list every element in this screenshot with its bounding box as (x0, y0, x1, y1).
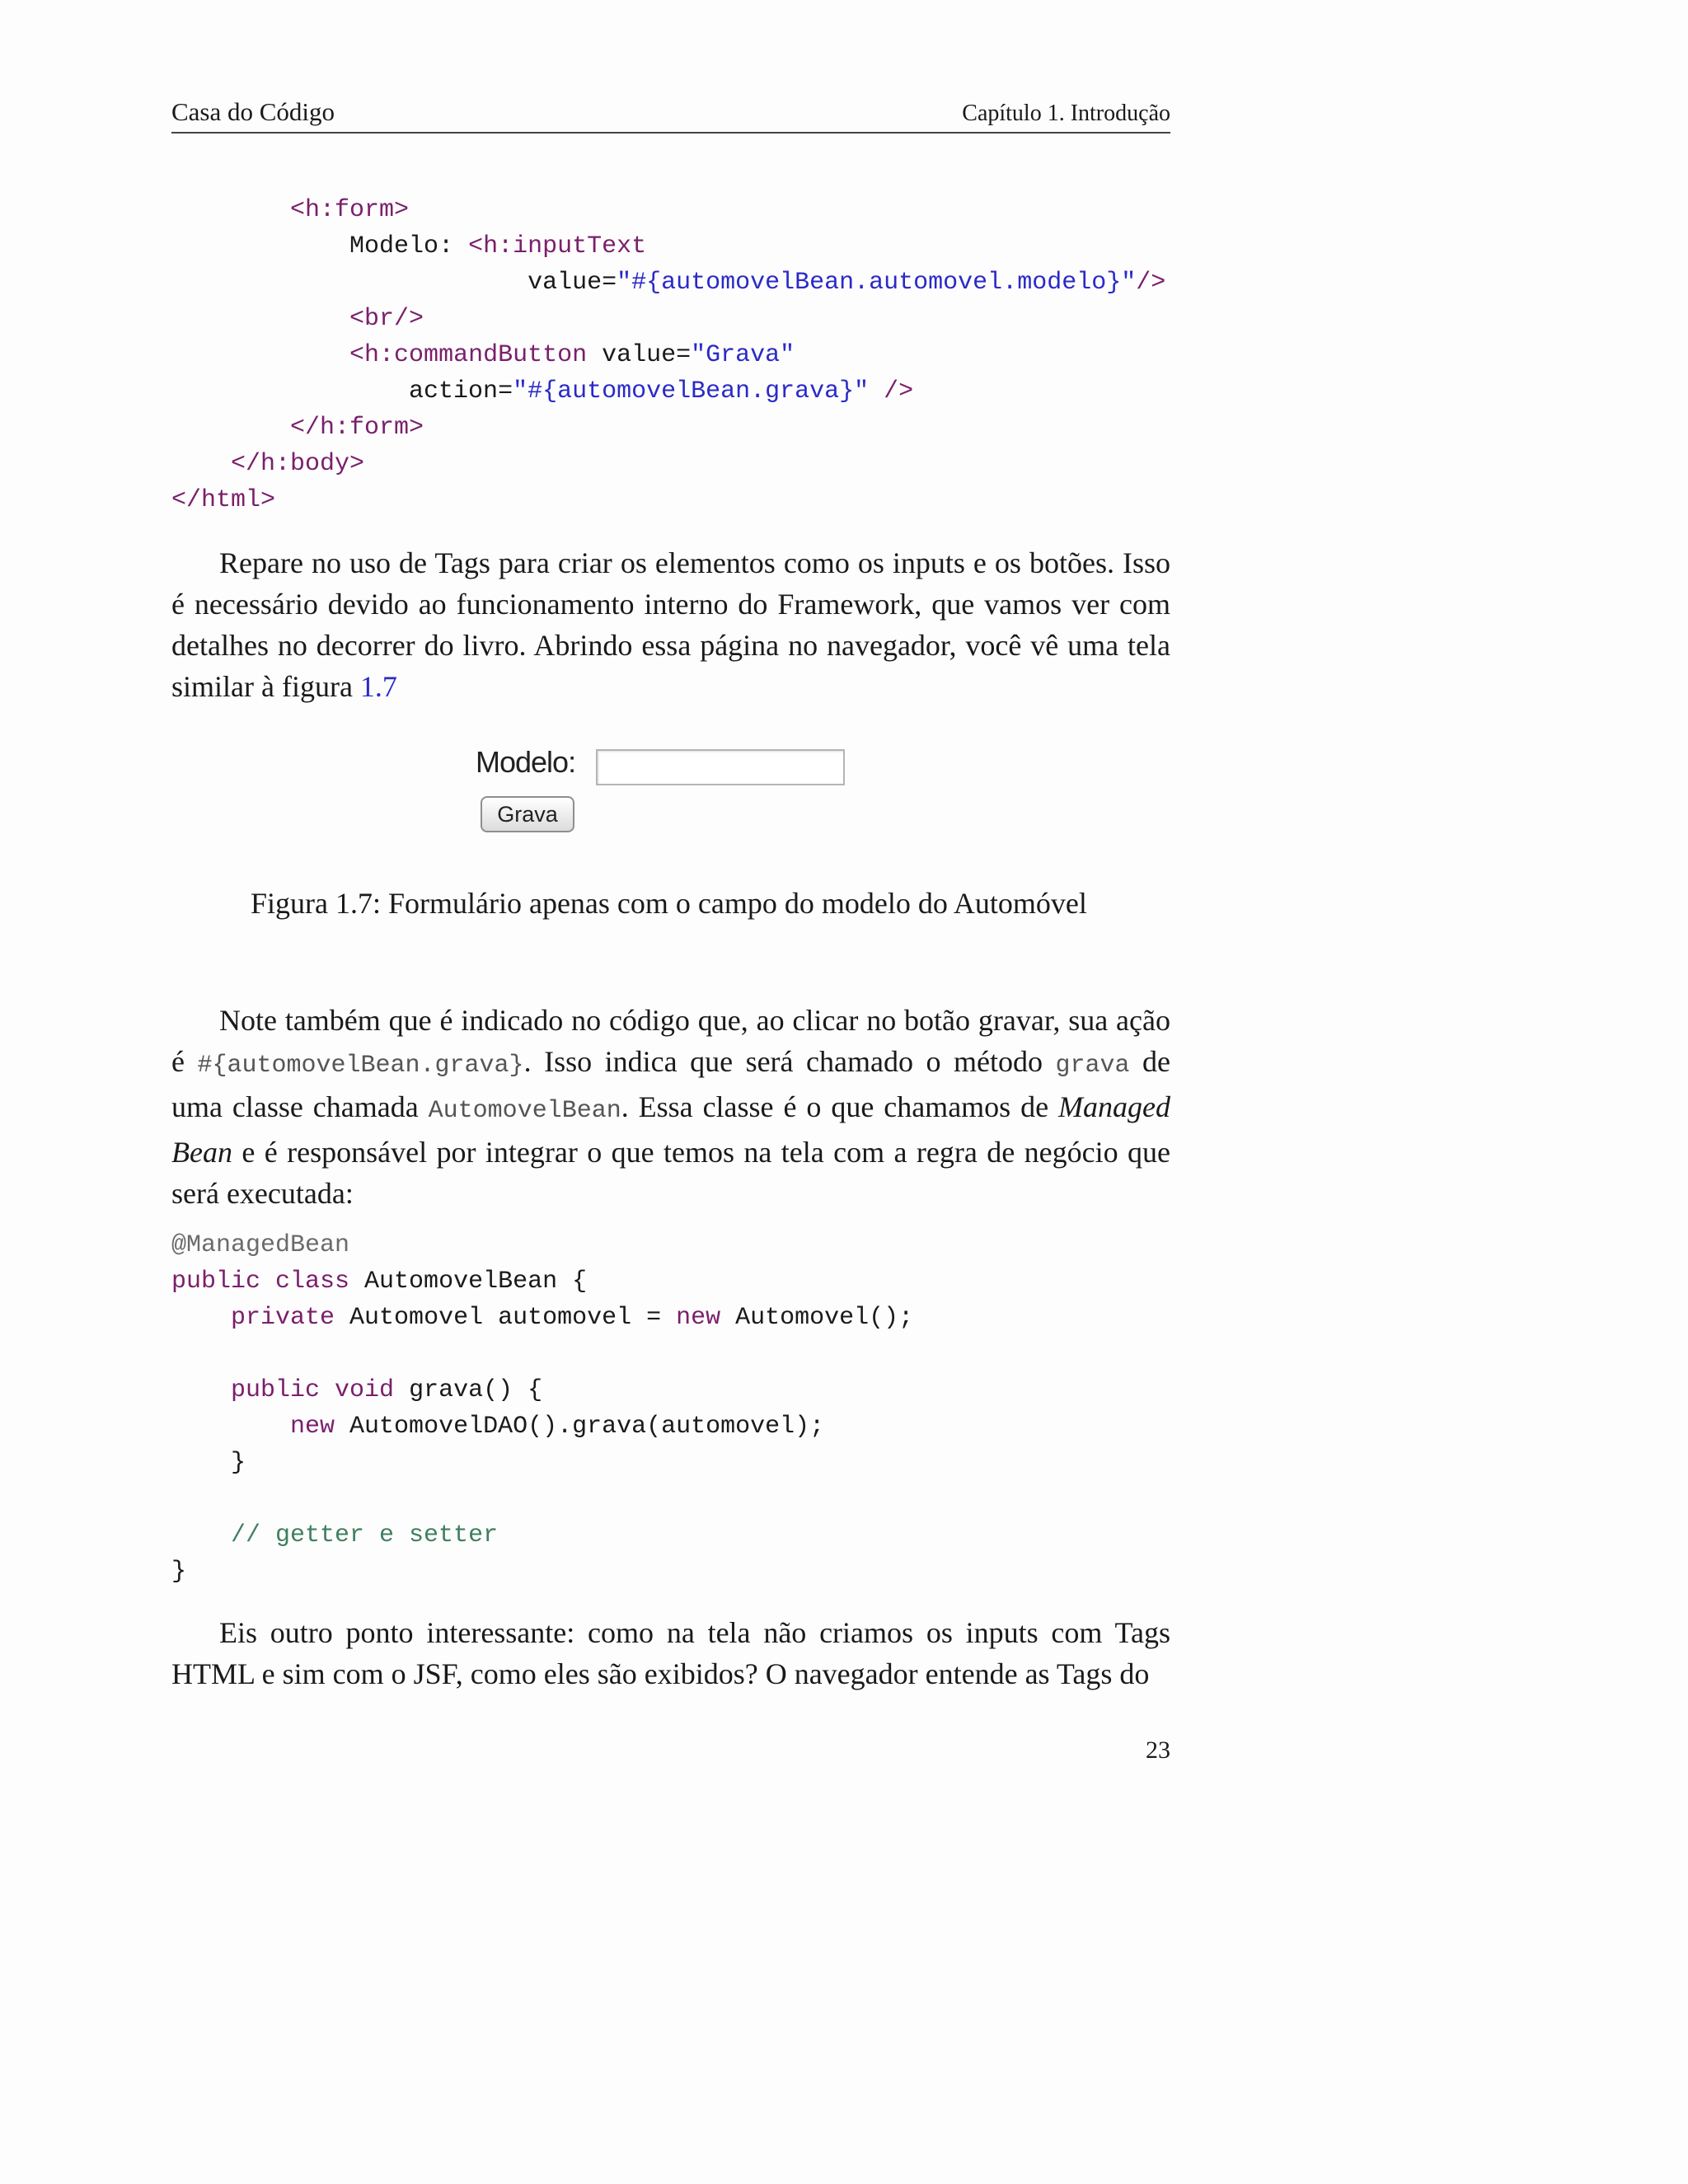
code-tag: </h:form> (290, 414, 424, 442)
code-block-jsf-view (171, 192, 1165, 518)
code-string: "#{automovelBean.grava}" (513, 377, 870, 405)
code-attr: value= (587, 341, 692, 369)
code-tag: <br/> (349, 305, 424, 333)
code-keyword: public void (231, 1376, 395, 1404)
code-string: "Grava" (691, 341, 795, 369)
code-tag: <h:commandButton (349, 341, 588, 369)
code-annotation: @ManagedBean (171, 1231, 350, 1259)
code-keyword: public class (171, 1268, 350, 1296)
code-keyword: new (290, 1413, 335, 1441)
code-tag: <h:form> (290, 196, 410, 224)
code-block-managed-bean: @ManagedBean public class AutomovelBean { private Automovel automovel = new Automovel(); public void grava() { new AutomovelDAO().grava(automovel); } // getter e setter } (171, 1231, 914, 1586)
page-number: 23 (1146, 1736, 1170, 1764)
code-string: "#{automovelBean.automovel.modelo}" (617, 269, 1137, 297)
figure-grava-button: Grava (481, 796, 574, 832)
inline-code: grava (1055, 1052, 1130, 1080)
paragraph-tags-explanation: Repare no uso de Tags para criar os elementos como os inputs e os botões. Isso é necessário devido ao funcionamento interno do Framework, que vamos ver com detalhes no decorrer do livro. Abrindo essa página no navegador, você vê uma tela similar à figura 1.7 (171, 546, 1170, 703)
code-tag: <h:inputText (468, 232, 647, 260)
running-header-book-title: Casa do Código (171, 97, 335, 126)
figure-form-label: Modelo: (476, 745, 576, 779)
code-keyword: private (231, 1304, 335, 1332)
code-tag: /> (1136, 269, 1166, 297)
figure-modelo-input (596, 749, 845, 785)
running-header-chapter: Capítulo 1. Introdução (962, 101, 1170, 126)
paragraph-managed-bean: Note também que é indicado no código que, ao clicar no botão gravar, sua ação é #{automovelBean.grava}. Isso indica que será chamado o método grava de uma classe chamada AutomovelBean. Essa classe é o que chamamos de Managed Bean e é responsável por integrar o que temos na tela com a regra de negócio que será executada: (171, 1004, 1171, 1210)
code-text: Modelo: (349, 232, 469, 260)
inline-code: AutomovelBean (428, 1097, 621, 1125)
paragraph-jsf-rendering: Eis outro ponto interessante: como na tela não criamos os inputs com Tags HTML e sim com o JSF, como eles são exibidos? O navegador entende as Tags do (171, 1616, 1170, 1690)
figure-caption: Figura 1.7: Formulário apenas com o campo do modelo do Automóvel (251, 887, 1087, 920)
figure-reference-link[interactable]: 1.7 (359, 670, 397, 703)
code-attr: value= (528, 269, 617, 297)
header-rule (171, 132, 1170, 134)
code-comment: // getter e setter (231, 1521, 499, 1549)
code-tag: /> (869, 377, 914, 405)
code-attr: action= (409, 377, 513, 405)
code-keyword: new (676, 1304, 721, 1332)
code-tag: </html> (171, 486, 276, 514)
inline-code: #{automovelBean.grava} (197, 1052, 524, 1080)
emphasis: Managed Bean (171, 1090, 1170, 1169)
code-tag: </h:body> (231, 450, 365, 478)
